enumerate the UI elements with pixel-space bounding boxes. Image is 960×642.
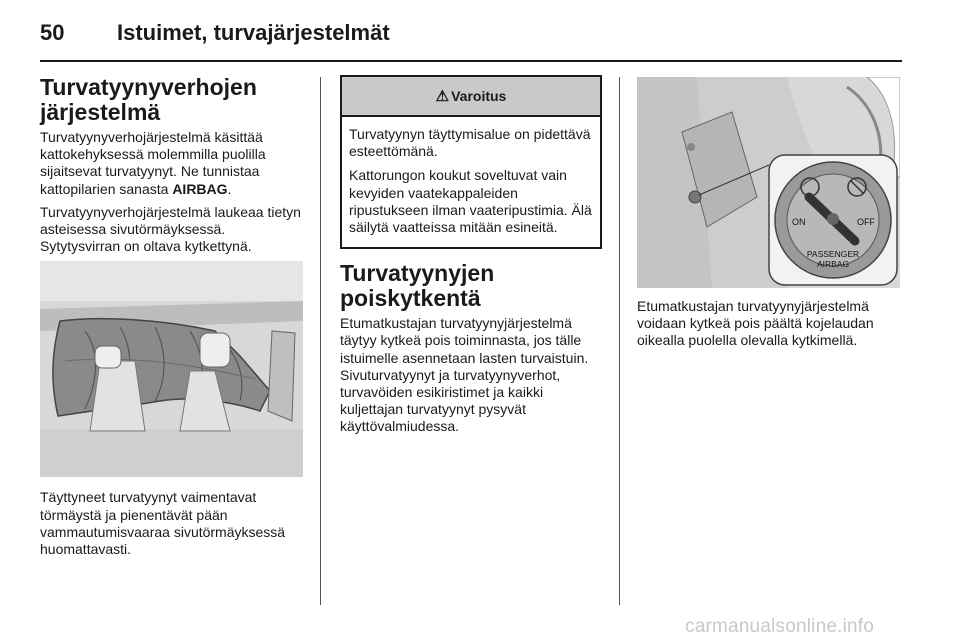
curtain-airbag-illustration [40, 261, 303, 477]
column-divider-1 [320, 77, 321, 605]
warning-triangle-icon: ⚠ [435, 88, 450, 105]
curtain-airbag-deploy-text: Turvatyynyverhojärjestelmä laukeaa tietyn asteisessa sivutörmäyksessä. Sytytysvirran on oltava kytkettynä. [40, 203, 301, 255]
warning-body [342, 117, 600, 247]
airbag-deactivation-heading [340, 261, 602, 311]
heading-line: Turvatyynyjen [340, 260, 495, 287]
section-title: Istuimet, turvajärjestelmät [117, 20, 390, 45]
switch-passenger-label: PASSENGER [806, 249, 860, 259]
warning-text: Turvatyynyn täyttymisalue on pidettävä esteettömänä. [349, 126, 591, 160]
airbag-switch-illustration [637, 77, 900, 288]
intro-period: . [227, 180, 232, 197]
curtain-airbag-intro [40, 129, 305, 198]
airbag-switch-caption: Etumatkustajan turvatyynyjärjestelmä voidaan kytkeä pois päältä kojelaudan oikealla puolella olevalla kytkimellä. [637, 298, 874, 349]
switch-off-label: OFF [857, 217, 875, 227]
switch-airbag-label: AIRBAG [816, 259, 850, 269]
airbag-keyword: AIRBAG [172, 180, 228, 197]
page-number: 50 [40, 20, 65, 45]
page-header [40, 20, 902, 60]
intro-text: Turvatyynyverhojärjestelmä käsittää kattokehyksessä molemmilla puolilla sijaitsevat turvatyynyt. Ne tunnistaa kattopilarien sanasta [40, 129, 266, 197]
heading-line: järjestelmä [40, 99, 161, 125]
switch-on-label: ON [792, 217, 806, 227]
watermark: carmanualsonline.info [685, 616, 875, 637]
warning-text: Kattorungon koukut soveltuvat vain kevyiden vaatekappaleiden ripustukseen ilman vaateripustimia. Älä säilytä vaatteissa mitään esineitä. [349, 167, 592, 236]
heading-line: poiskytkentä [340, 285, 481, 312]
column-left [40, 75, 305, 558]
warning-box [340, 75, 602, 249]
curtain-airbag-caption: Täyttyneet turvatyynyt vaimentavat törmäystä ja pienentävät pään vammautumisvaaraa sivutörmäyksessä huomattavasti. [40, 489, 286, 558]
warning-header [342, 77, 600, 117]
header-rule [40, 60, 902, 62]
column-divider-2 [619, 77, 620, 605]
warning-title: Varoitus [451, 88, 507, 104]
curtain-airbag-drawing [40, 261, 303, 477]
column-middle [340, 75, 602, 442]
curtain-airbag-heading [40, 75, 305, 125]
heading-line: Turvatyynyverhojen [40, 74, 257, 100]
airbag-switch-drawing [637, 77, 900, 288]
column-right [637, 75, 902, 350]
airbag-deactivation-text: Etumatkustajan turvatyynyjärjestelmä täytyy kytkeä pois toiminnasta, jos tälle istuimelle asennetaan lasten turvaistuin. Sivuturvatyynyt ja turvatyynyverhot, turvavöiden esikiristimet ja kaikki kuljettajan turvatyynyt pysyvät käyttövalmiudessa. [340, 315, 589, 435]
